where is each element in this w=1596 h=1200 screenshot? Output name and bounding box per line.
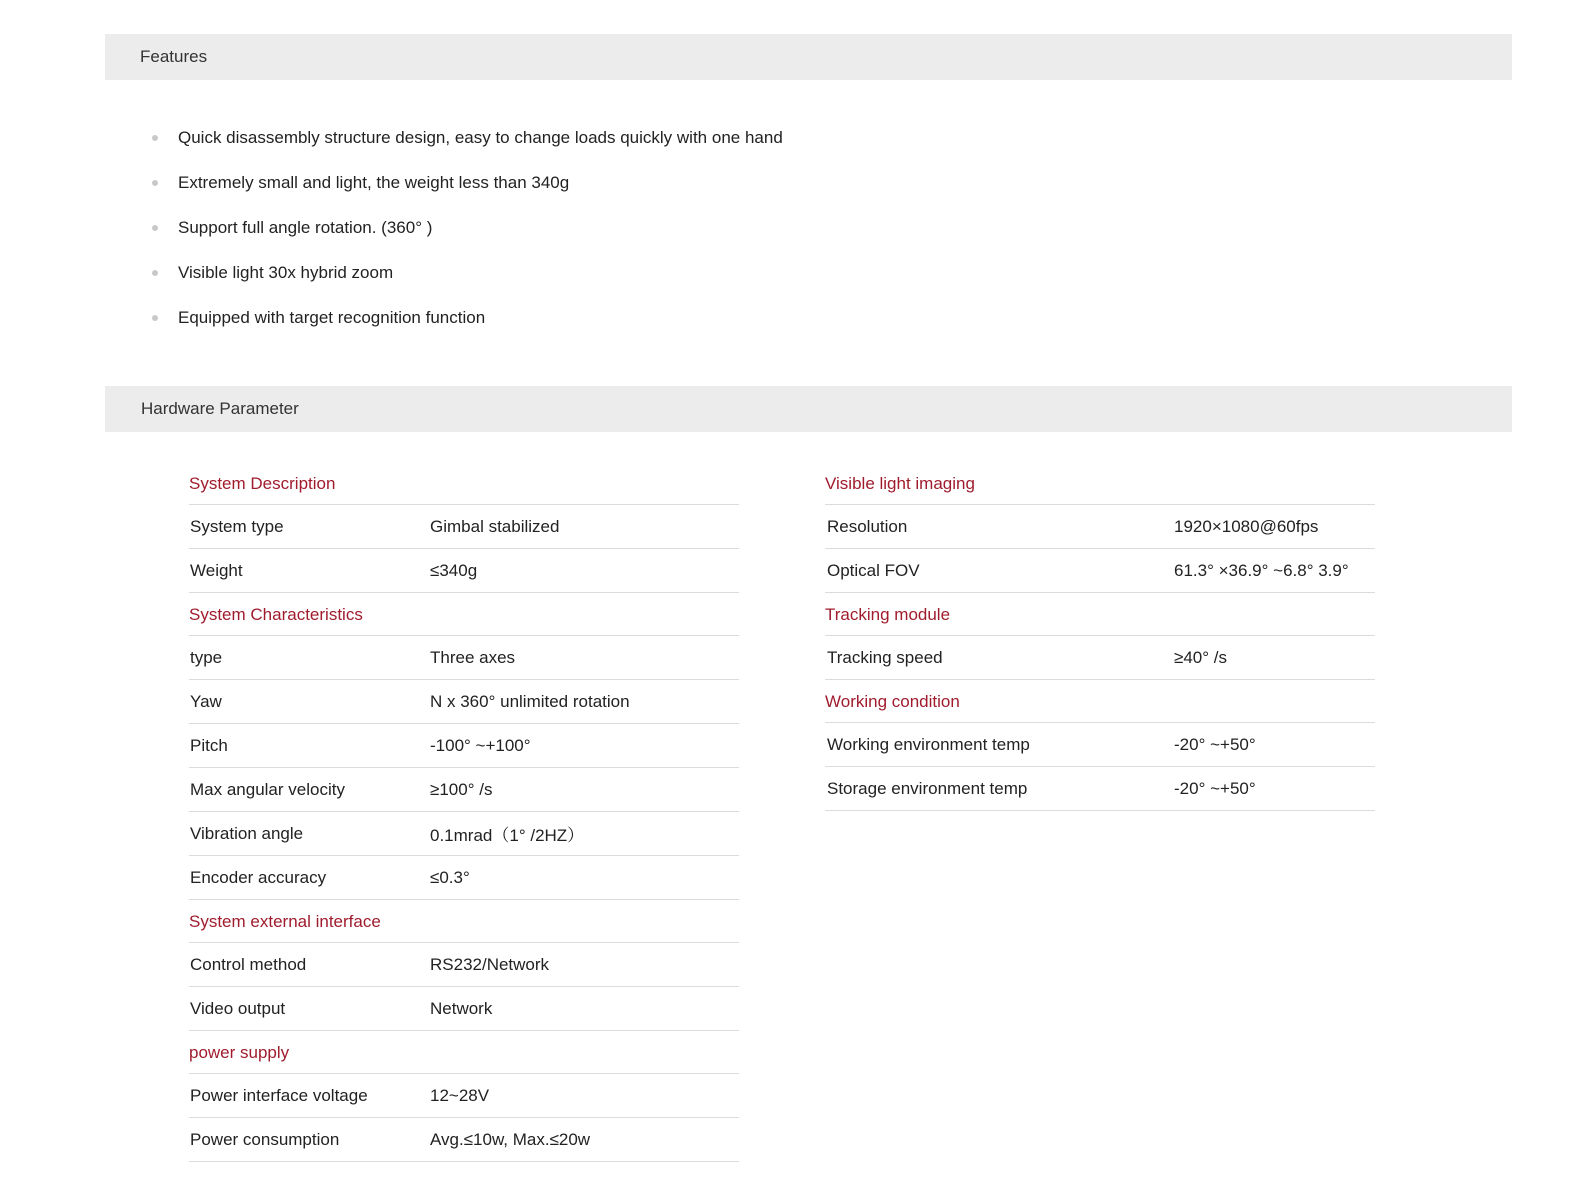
features-section-header <box>105 34 1512 80</box>
param-value: RS232/Network <box>430 954 550 974</box>
param-value: 61.3° ×36.9° ~6.8° 3.9° <box>1174 560 1349 580</box>
param-key: Tracking speed <box>827 647 943 667</box>
param-value: Gimbal stabilized <box>430 516 560 536</box>
param-key: Max angular velocity <box>190 779 345 799</box>
param-value: ≤0.3° <box>430 867 470 887</box>
bullet-icon <box>152 225 158 231</box>
features-title: Features <box>140 47 208 66</box>
param-value: ≥100° /s <box>430 779 493 799</box>
param-row <box>189 943 739 987</box>
feature-item <box>152 173 783 218</box>
param-row <box>189 549 739 593</box>
param-value: -20° ~+50° <box>1174 778 1256 798</box>
param-row <box>825 636 1375 680</box>
feature-item <box>152 128 783 173</box>
param-value: 1920×1080@60fps <box>1174 516 1319 536</box>
param-key: Power consumption <box>190 1129 340 1149</box>
param-key: Control method <box>190 954 307 974</box>
param-key: Working environment temp <box>827 734 1030 754</box>
category-heading: Working condition <box>825 680 1375 723</box>
parameter-table-left <box>189 462 739 1162</box>
param-key: System type <box>190 516 284 536</box>
feature-item <box>152 263 783 308</box>
feature-text: Visible light 30x hybrid zoom <box>178 263 394 282</box>
param-row <box>825 767 1375 811</box>
param-key: Video output <box>190 998 286 1018</box>
param-value: ≥40° /s <box>1174 647 1227 667</box>
category-heading: System Characteristics <box>189 593 739 636</box>
bullet-icon <box>152 315 158 321</box>
param-row <box>189 636 739 680</box>
param-key: Power interface voltage <box>190 1085 368 1105</box>
param-row <box>189 680 739 724</box>
hardware-title: Hardware Parameter <box>141 399 299 418</box>
param-row <box>189 505 739 549</box>
param-value: N x 360° unlimited rotation <box>430 691 630 711</box>
feature-item <box>152 218 783 263</box>
feature-text: Support full angle rotation. (360° ) <box>178 218 433 237</box>
param-row <box>189 1074 739 1118</box>
bullet-icon <box>152 270 158 276</box>
bullet-icon <box>152 135 158 141</box>
param-value: 12~28V <box>430 1085 490 1105</box>
param-key: type <box>190 647 223 667</box>
features-list <box>152 128 783 353</box>
param-value: Three axes <box>430 647 516 667</box>
param-value: Avg.≤10w, Max.≤20w <box>430 1129 591 1149</box>
bullet-icon <box>152 180 158 186</box>
param-key: Resolution <box>827 516 908 536</box>
param-key: Encoder accuracy <box>190 867 327 887</box>
hardware-section-header <box>105 386 1512 432</box>
param-value: 0.1mrad（1° /2HZ） <box>430 826 585 845</box>
param-key: Pitch <box>190 735 228 755</box>
param-value: ≤340g <box>430 560 478 580</box>
param-row <box>825 723 1375 767</box>
param-value: -20° ~+50° <box>1174 734 1256 754</box>
feature-text: Equipped with target recognition function <box>178 308 486 327</box>
param-row <box>189 812 739 856</box>
param-row <box>189 856 739 900</box>
param-value: Network <box>430 998 493 1018</box>
param-row <box>189 987 739 1031</box>
param-value: -100° ~+100° <box>430 735 531 755</box>
parameter-table-right <box>825 462 1375 811</box>
feature-item <box>152 308 783 353</box>
param-row <box>825 505 1375 549</box>
category-heading: power supply <box>189 1031 739 1074</box>
category-heading: System external interface <box>189 900 739 943</box>
category-heading: Visible light imaging <box>825 462 1375 505</box>
param-key: Weight <box>190 560 243 580</box>
param-row <box>189 768 739 812</box>
param-key: Vibration angle <box>190 823 304 843</box>
param-row <box>189 724 739 768</box>
feature-text: Extremely small and light, the weight less than 340g <box>178 173 570 192</box>
param-key: Yaw <box>190 691 222 711</box>
param-row <box>825 549 1375 593</box>
category-heading: System Description <box>189 462 739 505</box>
param-row <box>189 1118 739 1162</box>
param-key: Optical FOV <box>827 560 920 580</box>
param-key: Storage environment temp <box>827 778 1028 798</box>
category-heading: Tracking module <box>825 593 1375 636</box>
feature-text: Quick disassembly structure design, easy to change loads quickly with one hand <box>178 128 783 147</box>
